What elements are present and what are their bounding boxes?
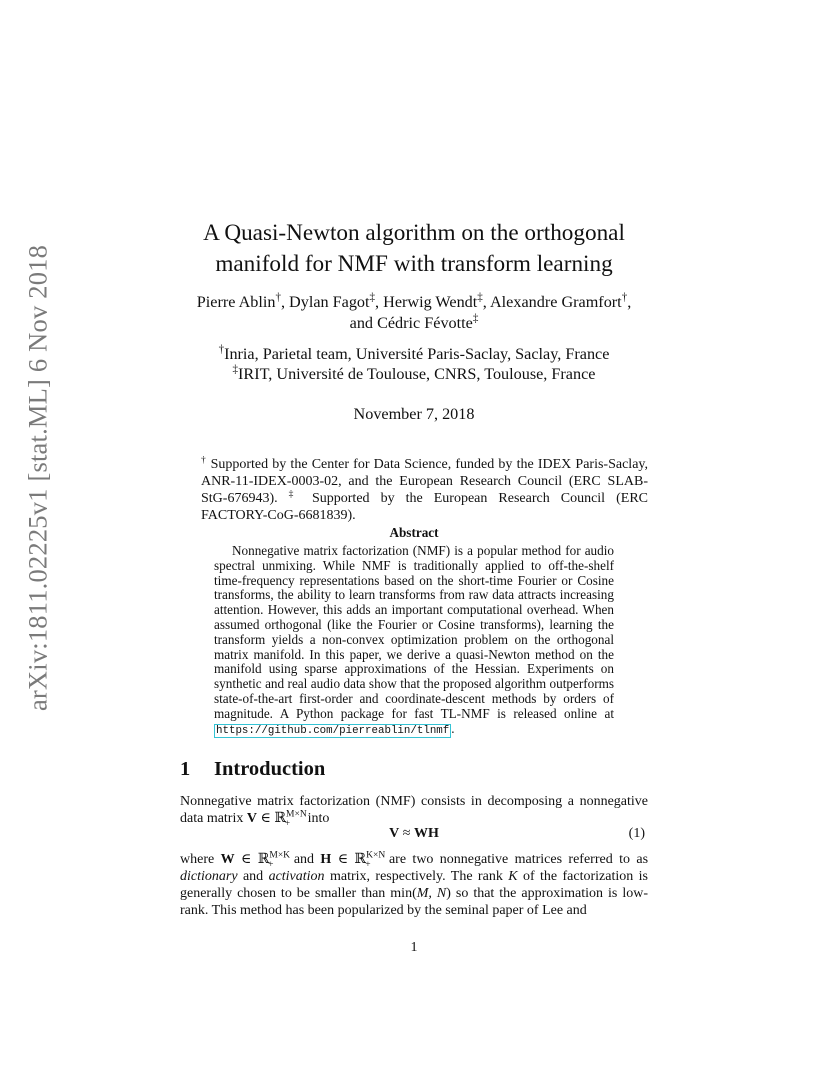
affiliation-list <box>160 344 668 384</box>
author-affiliation-mark: ‡ <box>477 291 483 304</box>
math-symbol: H <box>320 852 332 867</box>
package-link[interactable]: https://github.com/pierreablin/tlnmf <box>216 724 450 737</box>
footnote-text: Supported by the Center for Data Science, funded by the IDEX Paris-Saclay, ANR-11-IDEX-0003-02, and the European Research Council (ERC SLAB-StG-676943). <box>201 457 648 506</box>
body-text: and <box>237 869 269 884</box>
author-name: Alexandre Gramfort <box>489 293 622 311</box>
math-symbol: V <box>246 811 257 826</box>
equation-body <box>180 826 648 842</box>
affiliation-text: IRIT, Université de Toulouse, CNRS, Toulouse, France <box>238 365 596 383</box>
author-separator: , <box>375 293 384 311</box>
math-superscript: M×K <box>269 850 291 861</box>
body-text: where <box>180 852 221 867</box>
title-line-2: manifold for NMF with transform learning <box>215 251 613 277</box>
math-superscript: M×N <box>286 809 307 820</box>
abstract-heading: Abstract <box>389 525 439 540</box>
math-symbol: WH <box>413 826 439 841</box>
emphasis-text: dictionary <box>180 869 238 884</box>
author-separator: , <box>280 293 290 311</box>
author-affiliation-mark: ‡ <box>472 312 479 325</box>
funding-footnote <box>201 456 648 524</box>
math-symbol: K <box>508 869 518 884</box>
math-symbol: ∈ ℝ <box>331 852 367 867</box>
body-text: of the factorization is generally chosen to be smaller than min( <box>180 869 648 901</box>
math-symbol: ∈ ℝ <box>234 852 270 867</box>
title-line-1: A Quasi-Newton algorithm on the orthogonal <box>203 220 625 246</box>
author-affiliation-mark: ‡ <box>369 291 376 304</box>
abstract-body <box>214 544 614 738</box>
equation-number: (1) <box>628 826 645 841</box>
footnote-mark: ‡ <box>288 489 301 500</box>
author-list <box>190 292 638 333</box>
intro-paragraph-1 <box>180 793 648 827</box>
math-subscript: + <box>268 859 274 870</box>
section-heading <box>180 758 325 781</box>
paper-title <box>160 218 668 280</box>
author-name: Cédric Févotte <box>377 313 473 332</box>
affiliation-mark: † <box>218 343 225 356</box>
math-symbol: V <box>389 826 400 841</box>
body-text: matrix, respectively. The rank <box>324 869 509 884</box>
math-superscript: K×N <box>366 850 386 861</box>
intro-paragraph-2 <box>180 851 648 919</box>
author-affiliation-mark: † <box>621 291 628 304</box>
math-operator: ≈ <box>399 826 414 841</box>
body-text: Nonnegative matrix factorization (NMF) consists in decomposing a nonnegative data matrix <box>180 794 648 826</box>
affiliation-line <box>160 364 668 384</box>
math-symbol: W <box>220 852 235 867</box>
abstract-text: Nonnegative matrix factorization (NMF) is a popular method for audio spectral unmixing. While NMF is traditionally applied to off-the-shelf time-frequency representations based on the short-time Fourier or Cosine transforms, the ability to learn transforms from raw data attracts increasing attention. However, this adds an important computational overhead. When assumed orthogonal (like the Fourier or Cosine transforms), learning the transform yields a non-convex optimization problem on the orthogonal matrix manifold. In this paper, we derive a quasi-Newton method on the manifold using sparse approximations of the Hessian. Experiments on synthetic and real audio data show that the proposed algorithm outperforms state-of-the-art first-order and coordinate-descent methods by orders of magnitude. A Python package for fast TL-NMF is released online at <box>214 543 614 721</box>
affiliation-text: Inria, Parietal team, Université Paris-Saclay, Saclay, France <box>224 345 610 363</box>
abstract-end: . <box>451 720 455 736</box>
paper-date: November 7, 2018 <box>353 405 475 423</box>
author-separator: , and <box>349 293 632 332</box>
affiliation-line <box>160 344 668 364</box>
body-text: ) so that the approximation is low-rank. This method has been popularized by the seminal paper of Lee and <box>180 886 649 918</box>
author-separator: , <box>482 293 490 311</box>
body-text: are two nonnegative matrices referred to as <box>382 852 649 867</box>
arxiv-identifier-text: arXiv:1811.02225v1 [stat.ML] 6 Nov 2018 <box>22 244 53 712</box>
author-name: Herwig Wendt <box>383 293 478 311</box>
section-title: Introduction <box>214 758 326 780</box>
footnote-mark: † <box>201 455 207 466</box>
body-text: and <box>287 852 321 867</box>
footnote-text: Supported by the European Research Council (ERC FACTORY-CoG-6681839). <box>201 491 648 523</box>
page-number: 1 <box>410 940 418 955</box>
affiliation-mark: ‡ <box>232 363 239 376</box>
math-subscript: + <box>284 818 291 829</box>
author-name: Pierre Ablin <box>196 293 276 311</box>
emphasis-text: activation <box>268 869 325 884</box>
math-subscript: + <box>365 859 371 870</box>
section-number: 1 <box>180 758 191 780</box>
math-symbol: ∈ ℝ <box>257 811 286 826</box>
author-name: Dylan Fagot <box>289 293 370 311</box>
equation-1 <box>180 826 648 844</box>
body-text: into <box>304 811 330 826</box>
author-affiliation-mark: † <box>275 291 281 304</box>
math-symbol: M, N <box>416 886 447 901</box>
